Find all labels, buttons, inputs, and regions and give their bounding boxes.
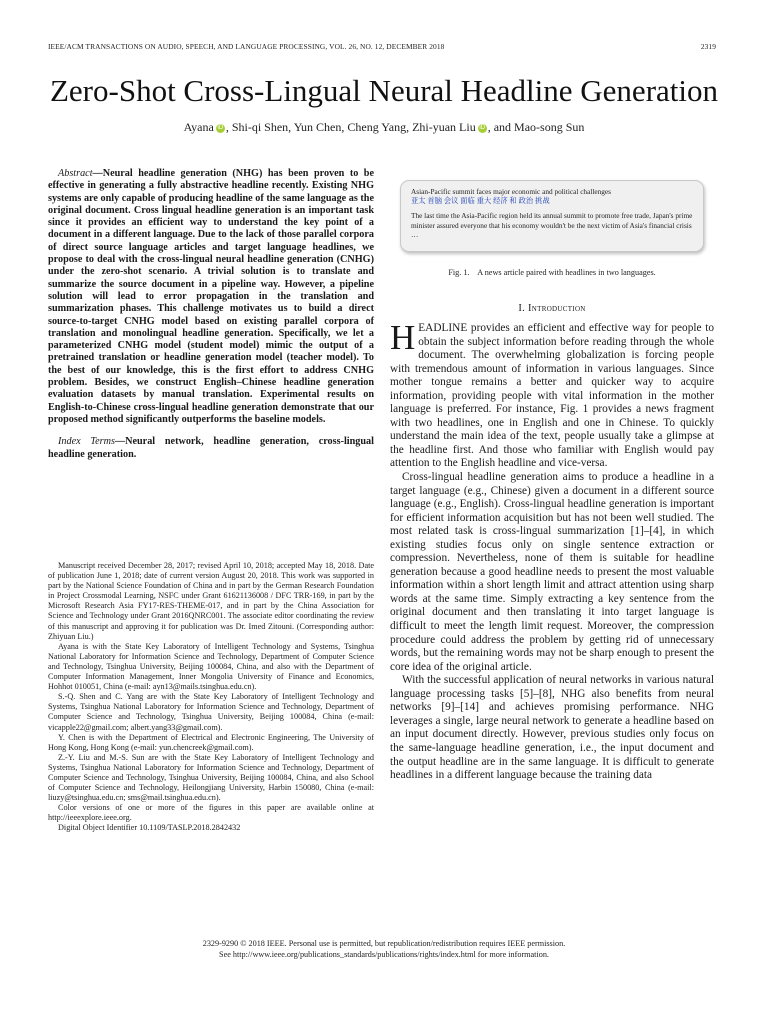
footnote-affiliation: Y. Chen is with the Department of Electrical and Electronic Engineering, The University of Hong Kong, Hong Kong (e-mail: yun.chencreek@gmail.com). — [48, 732, 374, 752]
abstract-label: Abstract — [58, 168, 93, 179]
figure-caption: Fig. 1. A news article paired with headlines in two languages. — [448, 268, 656, 277]
journal-name: IEEE/ACM TRANSACTIONS ON AUDIO, SPEECH, AND LANGUAGE PROCESSING, VOL. 26, NO. 12, DECEMBER 2018 — [48, 42, 445, 51]
footnote-affiliation: Ayana is with the State Key Laboratory of Intelligent Technology and Systems, Tsinghua National Laboratory for Information Science and Technology, Department of Computer Science and Technology, Tsinghua University, Beijing 100084, China, and also with the Department of Computer Information Management, Inner Mongolia University of Finance and Economics, Hohhot 010051, China (e-mail: ayn13@mails.tsinghua.edu.cn). — [48, 641, 374, 692]
abstract-text: —Neural headline generation (NHG) has been proven to be effective in generating a fully abstractive headline recently. Existing NHG systems are only capable of producing headline of the same language as the original document. Cross lingual headline generation is an important task since it provides an efficient way to understand the key point of a document in a different language. Due to the lack of those parallel corpora of direct source language articles and target language headlines, we propose to deal with the cross-lingual neural headline generation (CNHG) under the zero-shot scenario. A trivial solution is to translate and summarize the source document in a pipeline way. However, a pipeline solution will lead to error propagation in the translation and summarization phases. This challenge motivates us to build a direct source-to-target CNHG model based on existing parallel corpora of translation and monolingual headline generation. Specifically, we let a parameterized CNHG model (student model) mimic the output of a pretrained translation or headline generation model (teacher model). To the best of our knowledge, this is the first effort to address CNHG problem. Besides, we construct English–Chinese headline generation evaluation datasets by manual translation. Experimental results on English-to-Chinese cross-lingual headline generation demonstrate that our proposed method significantly outperforms the baseline models. — [48, 168, 374, 425]
section-number: I. — [518, 303, 526, 314]
copyright-url-line[interactable]: See http://www.ieee.org/publications_standards/publications/rights/index.html for more information. — [219, 950, 549, 959]
intro-paragraph — [390, 318, 714, 471]
left-column — [48, 168, 374, 471]
copyright-line: 2329-9290 © 2018 IEEE. Personal use is permitted, but republication/redistribution requires IEEE permission. — [202, 939, 566, 948]
paper-title: Zero-Shot Cross-Lingual Neural Headline Generation — [49, 73, 718, 108]
running-header — [48, 42, 716, 51]
intro-paragraph-text: EADLINE provides an efficient and effective way for people to obtain the subject information before reading through the whole document. The overwhelming globalization is forcing people with tremendous amount of information in various languages. Since mother tongue remains a better and quicker way to acquire information, providing people with vital information in the mother language is preferred. For instance, Fig. 1 provides a news fragment with two headlines, one in English and one in Chinese. To quickly understand the main idea of the text, people usually take a glimpse at the headline first. And those who familiar with English would pay attention to the English headline and vice-versa. — [390, 322, 714, 470]
author-names: , Shi-qi Shen, Yun Chen, Cheng Yang, Zhi-yuan Liu — [225, 120, 476, 134]
author-list — [0, 120, 768, 135]
introduction-body — [390, 318, 714, 783]
abstract — [48, 168, 374, 426]
footnotes — [48, 561, 374, 834]
section-title-initial: I — [528, 303, 532, 314]
index-terms — [48, 436, 374, 461]
figure-headline-english: Asian-Pacific summit faces major economic and political challenges — [411, 187, 611, 196]
footnote-affiliation: S.-Q. Shen and C. Yang are with the State Key Laboratory of Intelligent Technology and Systems, Tsinghua National Laboratory for Information Science and Technology, Department of Computer Science and Technology, Tsinghua University, Beijing 100084, China (e-mail: vicapple22@gmail.com; albert.yang33@gmail.com). — [48, 692, 374, 732]
author-names: , and Mao-song Sun — [487, 120, 585, 134]
author-name: Ayana — [183, 120, 214, 134]
index-terms-text: —Neural network, headline generation, cross-lingual headline generation. — [48, 436, 374, 460]
footnote-manuscript: Manuscript received December 28, 2017; revised April 10, 2018; accepted May 18, 2018. Date of publication June 1, 2018; date of current version August 20, 2018. This work was supported in part by the National Science Foundation of China and in part by the German Research Foundation in Project Crossmodal Learning, NSFC under Grant 61621136008 / DFC TRR-169, in part by the Microsoft Research Asia FY17-RES-THEME-017, and in part by the China Association for Science and Technology under Grant 2016QNRC001. The associate editor coordinating the review of this manuscript and approving it for publication was Dr. Imed Zitouni. (Corresponding author: Zhiyuan Liu.) — [48, 561, 374, 641]
section-title — [528, 303, 586, 314]
section-heading — [390, 303, 714, 314]
drop-cap: H — [390, 318, 416, 357]
intro-paragraph: With the successful application of neural networks in various natural language processing tasks [5]–[8], NHG also benefits from neural networks [9]–[14] and achieves promising performance. NHG leverages a single, large neural network to generate a headline based on an input document directly. However, previous studies only focus on the same-language headline generation, i.e., the input document and the output headline are in the same language. It is difficult to generate headlines in a different language because the training data — [390, 674, 714, 782]
right-column — [390, 168, 714, 783]
index-terms-label: Index Terms — [58, 436, 115, 448]
copyright-notice — [0, 938, 768, 960]
page-number: 2319 — [700, 42, 716, 51]
footnote-doi: Digital Object Identifier 10.1109/TASLP.2018.2842432 — [58, 823, 241, 833]
section-title-rest: ntroduction — [531, 303, 586, 314]
footnote-affiliation: Z.-Y. Liu and M.-S. Sun are with the State Key Laboratory of Intelligent Technology and Systems, Tsinghua National Laboratory for Information Science and Technology, Department of Computer Science and Technology, Tsinghua University, Beijing 100084, China, and also School of Computer Science and Technology, Heilongjiang University, Harbin 150080, China (e-mail: liuzy@tsinghua.edu.cn; sms@mail.tsinghua.edu.cn). — [48, 752, 374, 803]
figure-article-text: The last time the Asia-Pacific region held its annual summit to promote free trade, Japan's prime minister assured everyone that his economy wouldn't be the next victim of Asia's financial crisis … — [411, 211, 693, 239]
figure-1-box — [400, 180, 704, 252]
footnote-color-note: Color versions of one or more of the figures in this paper are available online at http://ieeexplore.ieee.org. — [48, 803, 374, 823]
intro-paragraph: Cross-lingual headline generation aims to produce a headline in a target language (e.g., Chinese) given a document in a different source language (e.g., English). Cross-lingual headline generation is important for efficient information acquisition but has not been well studied. The most related task is cross-lingual summarization [1]–[4], in which existing studies focus only on single sentence extraction or compression. Nevertheless, none of them is suitable for headline generation because a good headline needs to present the most valuable information within a short length limit and attract attention using sharp words at the same time. Simply extracting a key sentence from the original document and then translating it into target language is difficult to meet the length limit request. Moreover, the compression procedure could address the problem by getting rid of unnecessary words, but the remaining words may not be sharp enough to present the core idea of the original article. — [390, 471, 714, 673]
orcid-icon[interactable]: iD — [479, 125, 486, 131]
orcid-icon[interactable]: iD — [217, 125, 224, 131]
figure-headline-chinese: 亚太 首脑 会议 面临 重大 经济 和 政治 挑战 — [411, 196, 550, 206]
